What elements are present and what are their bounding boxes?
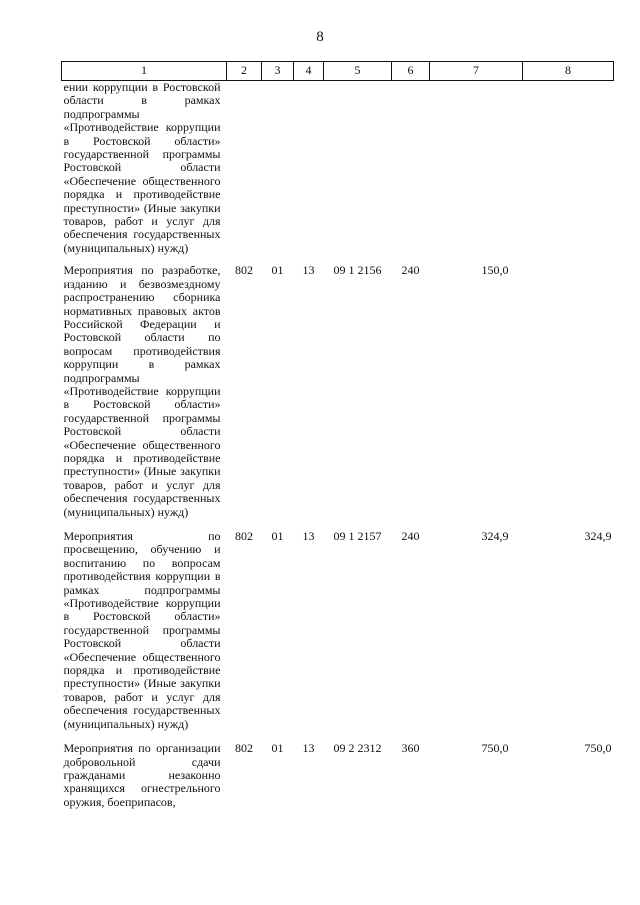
- row-rz: 01: [271, 741, 284, 756]
- header-col-3: 3: [262, 62, 294, 81]
- row-vr: [392, 81, 430, 265]
- row-sum-1: 150,0: [481, 263, 509, 278]
- row-sum-2: 324,9: [584, 529, 612, 543]
- header-col-7: 7: [430, 62, 523, 81]
- table-row: [62, 81, 614, 265]
- budget-table: [61, 61, 614, 820]
- row-description: ении коррупции в Ростовской области в рамках подпрограммы «Противодействие коррупции в Ростовской области» государственной программы Ростовской области «Обеспечение общественного порядка и противодействие преступности» (Иные закупки товаров, работ и услуг для обеспечения государственных (муниципальных) нужд): [63, 80, 221, 255]
- row-csr: [324, 81, 392, 265]
- header-col-4: 4: [294, 62, 324, 81]
- row-pr: 13: [302, 741, 315, 756]
- row-rz: 01: [271, 529, 284, 543]
- row-ved: 802: [235, 741, 253, 756]
- header-col-5: 5: [324, 62, 392, 81]
- header-col-2: 2: [227, 62, 262, 81]
- row-ved: 802: [235, 529, 253, 543]
- row-sum-1: [430, 81, 523, 265]
- header-col-8: 8: [523, 62, 614, 81]
- row-description: Мероприятия по организации добровольной сдачи гражданами незаконно хранящихся огнестрельного оружия, боеприпасов,: [63, 741, 221, 809]
- row-sum-2: 750,0: [584, 741, 612, 756]
- row-description: Мероприятия по просвещению, обучению и воспитанию по вопросам противодействия коррупции в рамках подпрограммы «Противодействие коррупции в Ростовской области» государственной программы Ростовской области «Обеспечение общественного порядка и противодействие преступности» (Иные закупки товаров, работ и услуг для обеспечения государственных (муниципальных) нужд): [63, 529, 221, 731]
- row-pr: 13: [302, 529, 315, 543]
- header-row: [62, 62, 614, 81]
- row-csr: 09 1 2157: [333, 529, 382, 543]
- row-rz: 01: [271, 263, 284, 278]
- table-row: [62, 742, 614, 820]
- row-pr: [294, 81, 324, 265]
- header-col-1: 1: [62, 62, 227, 81]
- header-col-6: 6: [392, 62, 430, 81]
- row-rz: [262, 81, 294, 265]
- page-number: 8: [316, 29, 324, 45]
- row-sum-1: 324,9: [481, 529, 509, 543]
- row-description: Мероприятия по разработке, изданию и безвозмездному распространению сборника нормативных правовых актов Российской Федерации и Ростовской области по вопросам противодействия коррупции в рамках подпрограммы «Противодействие коррупции в Ростовской области» государственной программы Ростовской области «Обеспечение общественного порядка и противодействие преступности» (Иные закупки товаров, работ и услуг для обеспечения государственных (муниципальных) нужд): [63, 263, 221, 519]
- row-vr: 360: [401, 741, 420, 756]
- row-ved: 802: [235, 263, 253, 278]
- row-csr: 09 1 2156: [333, 263, 382, 278]
- row-sum-2: [523, 81, 614, 265]
- row-vr: 240: [401, 263, 420, 278]
- table-row: [62, 530, 614, 742]
- row-vr: 240: [401, 529, 420, 543]
- row-pr: 13: [302, 263, 315, 278]
- row-ved: [227, 81, 262, 265]
- row-csr: 09 2 2312: [333, 741, 382, 756]
- table-header: [62, 62, 614, 81]
- row-sum-2: [523, 264, 614, 530]
- table-row: [62, 264, 614, 530]
- table-body: [62, 81, 614, 821]
- row-sum-1: 750,0: [481, 741, 509, 756]
